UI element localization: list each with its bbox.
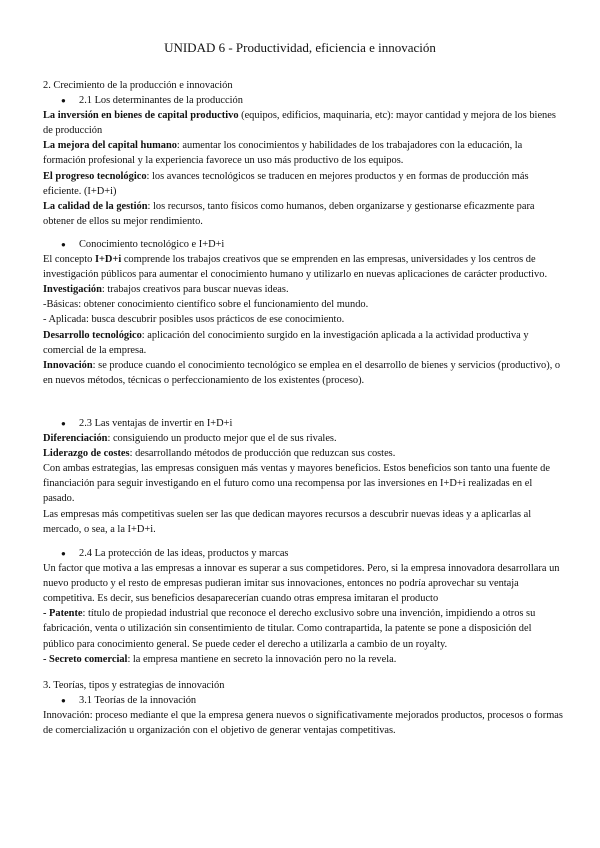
paragraph-text: : los avances tecnológicos se traducen en mejores productos y en formas de producción más eficiente. (I+D+i) [43,170,529,197]
bold-term: La inversión en bienes de capital productivo [43,110,239,122]
paragraph-text: (equipos, edificios, maquinaria, etc): mayor cantidad y mejora de los bienes de producción [43,110,556,137]
paragraph [43,282,563,297]
section-2-3 [43,416,563,537]
bold-term: La mejora del capital humano [43,140,177,152]
bullet-heading: ● 2.3 Las ventajas de invertir en I+D+i [43,416,563,431]
bold-term: El progreso tecnológico [43,170,147,182]
paragraph-text: : consiguiendo un producto mejor que el de sus rivales. [107,433,337,445]
paragraph [43,108,563,138]
section-2 [43,78,563,229]
bold-term: Investigación [43,284,102,296]
bold-term: - Patente [43,608,83,620]
bold-term: Desarrollo tecnológico [43,329,142,341]
paragraph [43,652,563,667]
bullet-heading: ● 2.1 Los determinantes de la producción [43,93,563,108]
paragraph: - Aplicada: busca descubrir posibles usos prácticos de ese conocimiento. [43,314,345,326]
bold-term: - Secreto comercial [43,653,128,665]
paragraph-text: : la empresa mantiene en secreto la innovación pero no la revela. [127,653,397,665]
paragraph-text: : los recursos, tanto físicos como humanos, deben organizarse y gestionarse eficazmente para obtener de ellos su mejor rendimiento. [43,200,535,227]
paragraph [43,431,563,446]
section-heading: 2. Crecimiento de la producción e innovación [43,80,233,91]
paragraph [43,328,563,358]
paragraph: -Básicas: obtener conocimiento científico sobre el funcionamiento del mundo. [43,299,369,311]
paragraph [43,169,563,199]
section-conocimiento [43,237,563,388]
paragraph [43,252,563,282]
section-3 [43,678,563,738]
paragraph-text: : aumentar los conocimientos y habilidades de los trabajadores con la educación, la formación profesional y la experiencia favorece un uso más productivo de los equipos. [43,140,523,167]
bold-term: Diferenciación [43,433,108,445]
paragraph-text: : desarrollando métodos de producción que reduzcan sus costes. [129,448,396,460]
paragraph: Un factor que motiva a las empresas a innovar es superar a sus competidores. Pero, si la empresa innovadora desarrollara un nuevo producto y el resto de empresas pudieran imitar sus innovaciones, entonces no podría aprovechar su ventaja competitiva. Es decir, sus beneficios desaparecerían cuando otras empresa imitaran el producto [43,563,560,605]
paragraph-text: : se produce cuando el conocimiento tecnológico se emplea en el desarrollo de bienes y servicios (productivo), o en nuevos métodos, técnicas o perfeccionamiento de los existentes (proceso). [43,359,561,386]
bullet-heading: ● 3.1 Teorías de la innovación [43,693,563,708]
paragraph [43,606,563,651]
bold-term: Liderazgo de costes [43,448,130,460]
bold-term: I+D+i [94,254,122,266]
paragraph [43,138,563,168]
paragraph: Con ambas estrategias, las empresas consiguen más ventas y mayores beneficios. Estos beneficios son tanto una fuente de financiación para seguir investigando en el futuro como una recompensa por las inversiones en I+D+i realizadas en el pasado. [43,463,550,505]
paragraph-text: : trabajos creativos para buscar nuevas ideas. [101,284,289,296]
paragraph [43,358,563,388]
paragraph-text: : título de propiedad industrial que reconoce el derecho exclusivo sobre una invención, impidiendo a otros su fabricación, venta o utilización sin consentimiento de titular. Como contrapartida, la patente se pone a disposición del público para conocimiento general. Se puede ceder el derecho a utilizarla a cambio de un royalty. [43,608,536,650]
paragraph: Innovación: proceso mediante el que la empresa genera nuevos o significativamente mejorados productos, procesos o formas de comercialización u organización con el objetivo de generar ventajas competitivas. [43,710,563,737]
page-title: UNIDAD 6 - Productividad, eficiencia e innovación [164,40,436,55]
section-heading: 3. Teorías, tipos y estrategias de innovación [43,680,225,691]
bold-term: La calidad de la gestión [43,200,148,212]
paragraph [43,446,563,461]
paragraph-text: El concepto [43,254,95,266]
section-2-4 [43,546,563,667]
bullet-heading: ● Conocimiento tecnológico e I+D+i [43,237,563,252]
paragraph-text: comprende los trabajos creativos que se emprenden en las empresas, universidades y los centros de investigación públicos para aumentar el conocimiento humano y utilizarlo en nuevas aplicaciones de carácter productivo. [43,254,548,281]
paragraph-text: : aplicación del conocimiento surgido en la investigación aplicada a la actividad productiva y comercial de la empresa. [43,329,529,356]
paragraph [43,199,563,229]
bold-term: Innovación [43,359,93,371]
paragraph: Las empresas más competitivas suelen ser las que dedican mayores recursos a descubrir nuevas ideas y a aplicarlas al mercado, o sea, a la I+D+i. [43,508,532,535]
bullet-heading: ● 2.4 La protección de las ideas, productos y marcas [43,546,563,561]
